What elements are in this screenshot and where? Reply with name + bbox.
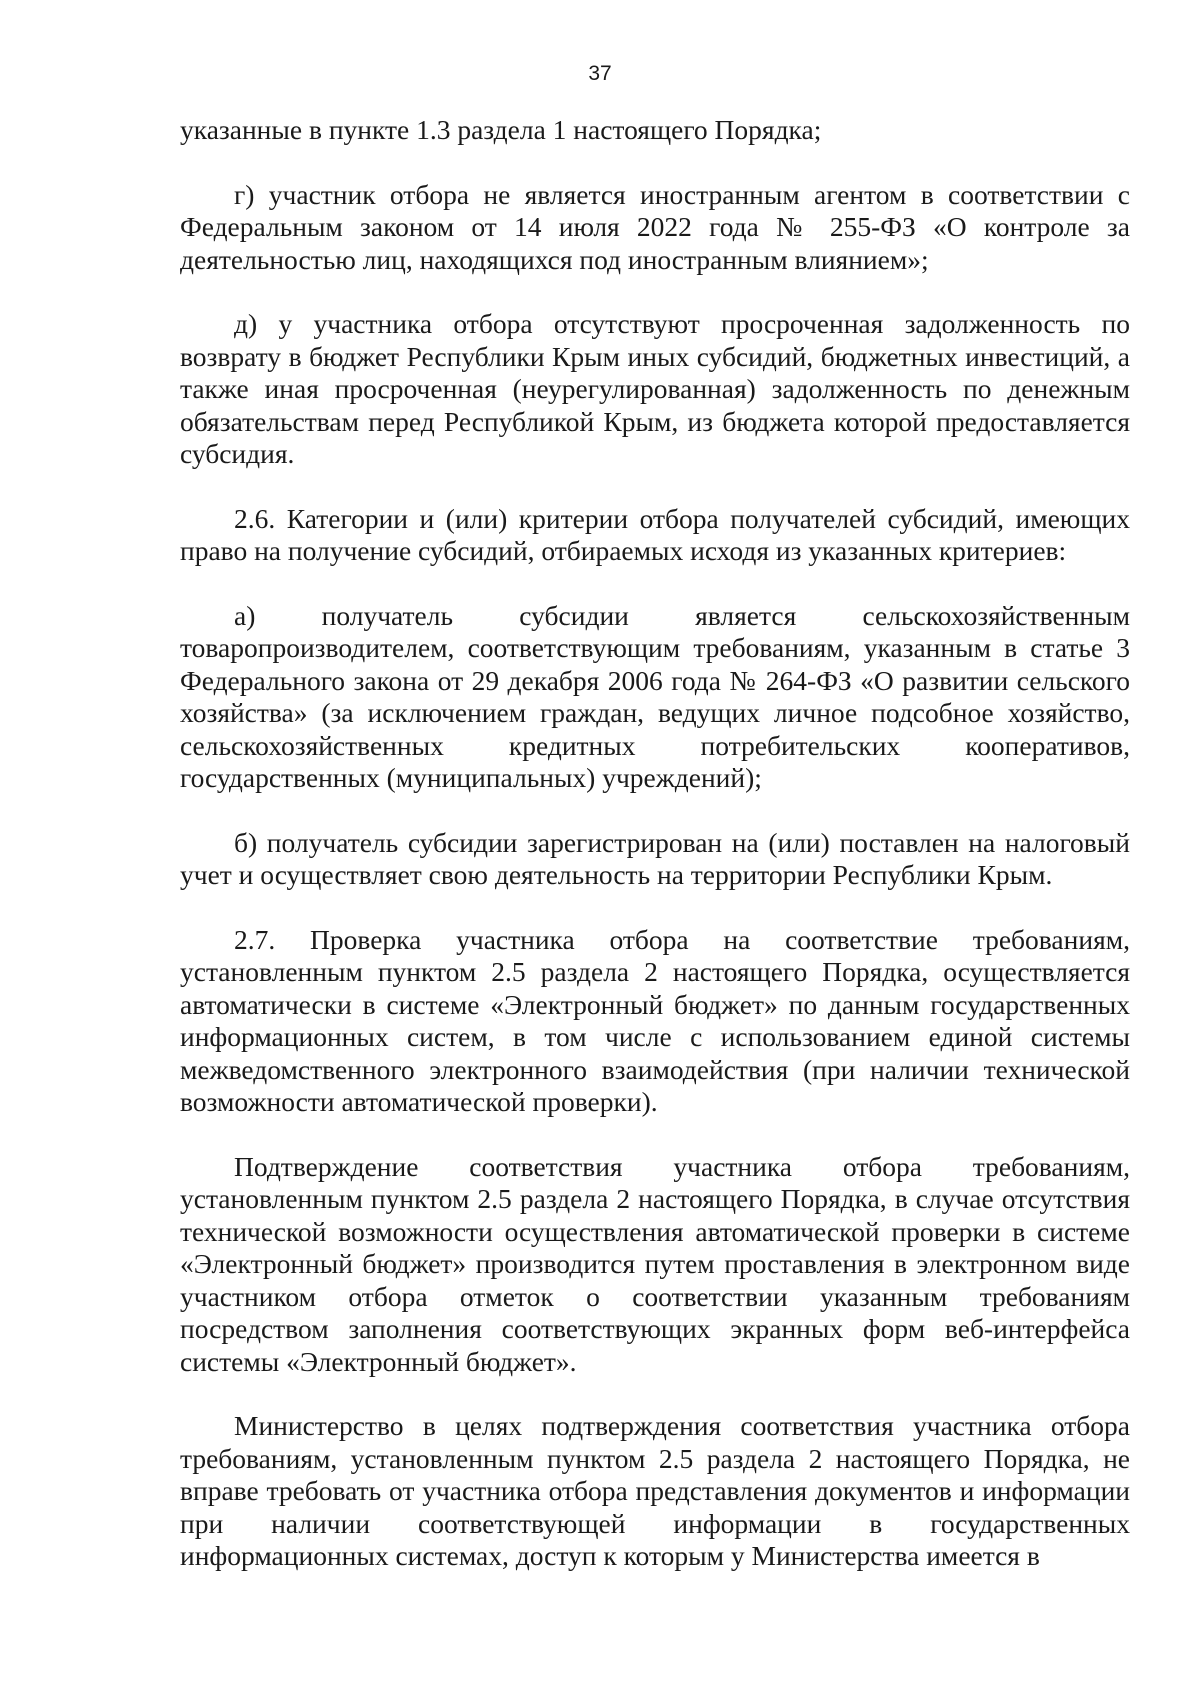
paragraph-confirmation: Подтверждение соответствия участника отбора требованиям, установленным пунктом 2.5 раздела 2 настоящего Порядка, в случае отсутствия технической возможности осуществления автоматической проверки в системе «Электронный бюджет» производится путем проставления в электронном виде участником отбора отметок о соответствии указанным требованиям посредством заполнения соответствующих экранных форм веб-интерфейса системы «Электронный бюджет». bbox=[180, 1150, 1130, 1377]
paragraph-continuation: указанные в пункте 1.3 раздела 1 настоящего Порядка; bbox=[180, 114, 822, 145]
document-body bbox=[180, 114, 1130, 1605]
page-number: 37 bbox=[588, 62, 612, 85]
paragraph-item-b: б) получатель субсидии зарегистрирован на (или) поставлен на налоговый учет и осуществляет свою деятельность на территории Республики Крым. bbox=[180, 826, 1130, 890]
paragraph-item-a: а) получатель субсидии является сельскохозяйственным товаропроизводителем, соответствующим требованиям, указанным в статье 3 Федерального закона от 29 декабря 2006 года № 264-ФЗ «О развитии сельского хозяйства» (за исключением граждан, ведущих личное подсобное хозяйство, сельскохозяйственных кредитных потребительских кооперативов, государственных (муниципальных) учреждений); bbox=[180, 599, 1130, 793]
paragraph-ministry: Министерство в целях подтверждения соответствия участника отбора требованиям, установленным пунктом 2.5 раздела 2 настоящего Порядка, не вправе требовать от участника отбора представления документов и информации при наличии соответствующей информации в государственных информационных системах, доступ к которым у Министерства имеется в bbox=[180, 1410, 1130, 1571]
paragraph-section-2-6: 2.6. Категории и (или) критерии отбора получателей субсидий, имеющих право на получение субсидий, отбираемых исходя из указанных критериев: bbox=[180, 502, 1130, 566]
paragraph-section-2-7: 2.7. Проверка участника отбора на соответствие требованиям, установленным пунктом 2.5 раздела 2 настоящего Порядка, осуществляется автоматически в системе «Электронный бюджет» по данным государственных информационных систем, в том числе с использованием единой системы межведомственного электронного взаимодействия (при наличии технической возможности автоматической проверки). bbox=[180, 923, 1130, 1117]
paragraph-item-g: г) участник отбора не является иностранным агентом в соответствии с Федеральным законом от 14 июля 2022 года № 255-ФЗ «О контроле за деятельностью лиц, находящихся под иностранным влиянием»; bbox=[180, 178, 1130, 275]
paragraph-item-d: д) у участника отбора отсутствуют просроченная задолженность по возврату в бюджет Республики Крым иных субсидий, бюджетных инвестиций, а также иная просроченная (неурегулированная) задолженность по денежным обязательствам перед Республикой Крым, из бюджета которой предоставляется субсидия. bbox=[180, 308, 1130, 469]
